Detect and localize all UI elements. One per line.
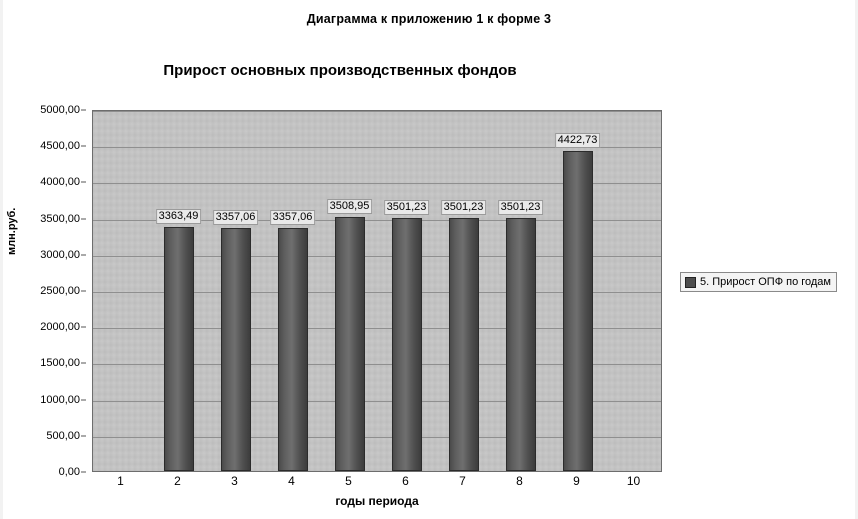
bar-data-label: 3501,23 [498,200,544,215]
y-axis-tick-label: 1500,00 [40,357,80,370]
bar-data-label: 3357,06 [213,210,259,225]
x-axis-tick-label: 10 [626,474,641,488]
bar-data-label: 3501,23 [384,200,430,215]
bar-data-label: 3357,06 [270,210,316,225]
bar-data-label: 3363,49 [156,209,202,224]
x-axis-title: годы периода [335,494,419,508]
x-axis-tick-label: 6 [402,474,409,488]
y-axis-tick-label: 500,00 [46,429,80,442]
bar [563,151,593,471]
plot-area [92,110,662,472]
y-axis-tick-label: 2000,00 [40,321,80,334]
x-axis-tick-label: 5 [345,474,352,488]
y-axis-tick-label: 4500,00 [40,140,80,153]
y-axis-tick [81,399,86,400]
y-axis-tick [81,218,86,219]
y-axis-tick [81,182,86,183]
y-axis-tick-label: 3000,00 [40,248,80,261]
x-axis-tick-label: 2 [174,474,181,488]
y-axis-tick [81,110,86,111]
bar-data-label: 3508,95 [327,199,373,214]
x-axis-tick-label: 4 [288,474,295,488]
chart-title: Прирост основных производственных фондов [163,62,517,79]
y-axis-tick [81,435,86,436]
y-axis-tick [81,327,86,328]
bar [164,227,194,471]
legend-label: 5. Прирост ОПФ по годам [700,276,831,288]
y-axis-title: млн.руб. [6,207,18,255]
x-axis-tick-label: 8 [516,474,523,488]
bar [449,218,479,471]
y-axis-tick [81,254,86,255]
chart-legend [680,272,837,292]
y-axis-tick [81,363,86,364]
y-axis-labels [0,104,86,478]
x-axis-tick-label: 9 [573,474,580,488]
y-axis-tick-label: 1000,00 [40,393,80,406]
y-axis-tick-label: 3500,00 [40,212,80,225]
y-axis-tick-label: 5000,00 [40,104,80,116]
bar [335,217,365,471]
bar [392,218,422,471]
legend-swatch-icon [685,277,696,288]
y-axis-tick-label: 2500,00 [40,285,80,297]
x-axis-tick-label: 1 [117,474,124,488]
y-axis-tick [81,146,86,147]
y-axis-tick-label: 0,00 [58,466,80,478]
bar [221,228,251,471]
x-axis-tick-label: 7 [459,474,466,488]
y-axis-tick [81,291,86,292]
y-axis-tick-label: 4000,00 [40,176,80,189]
x-axis-tick-label: 3 [231,474,238,488]
bar [278,228,308,471]
bar-data-label: 3501,23 [441,200,487,215]
document-header: Диаграмма к приложению 1 к форме 3 [306,12,552,26]
x-axis-labels [92,474,662,492]
bar-data-label: 4422,73 [555,133,601,148]
y-axis-tick [81,472,86,473]
gridline [93,111,661,112]
bar [506,218,536,471]
